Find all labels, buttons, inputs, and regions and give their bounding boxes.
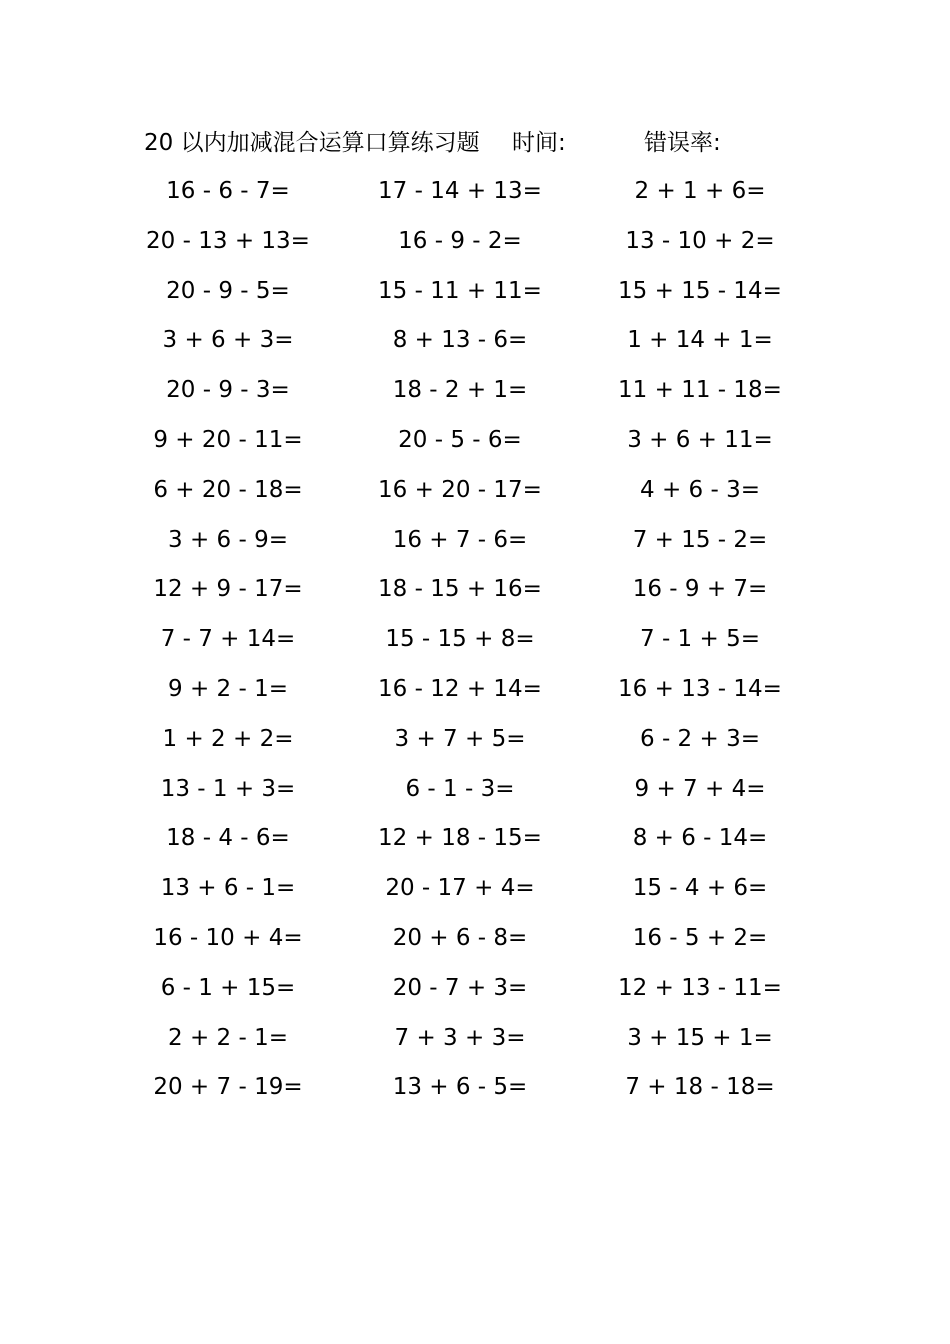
problem-item: 18 - 4 - 6= bbox=[166, 825, 290, 852]
problem-item: 15 - 11 + 11= bbox=[378, 277, 542, 304]
problem-item: 16 + 13 - 14= bbox=[618, 675, 782, 702]
error-rate-label: 错误率: bbox=[644, 130, 721, 156]
problem-item: 7 + 18 - 18= bbox=[625, 1074, 775, 1101]
problem-row bbox=[0, 671, 950, 721]
problem-item: 12 + 18 - 15= bbox=[378, 825, 542, 852]
problem-item: 15 - 15 + 8= bbox=[385, 626, 535, 653]
problem-item: 12 + 13 - 11= bbox=[618, 974, 782, 1001]
problem-row bbox=[0, 870, 950, 920]
problem-item: 9 + 7 + 4= bbox=[634, 775, 766, 802]
problem-item: 7 - 7 + 14= bbox=[160, 626, 296, 653]
problem-row bbox=[0, 522, 950, 572]
problem-item: 13 - 1 + 3= bbox=[160, 775, 296, 802]
problem-item: 13 + 6 - 1= bbox=[160, 875, 296, 902]
problem-item: 7 - 1 + 5= bbox=[640, 626, 760, 653]
problem-row bbox=[0, 571, 950, 621]
problem-row bbox=[0, 422, 950, 472]
problem-item: 20 + 6 - 8= bbox=[392, 924, 528, 951]
problem-row bbox=[0, 920, 950, 970]
problem-grid bbox=[0, 173, 950, 1119]
problem-item: 7 + 3 + 3= bbox=[394, 1024, 526, 1051]
problem-item: 20 - 9 - 5= bbox=[166, 277, 290, 304]
problem-row bbox=[0, 820, 950, 870]
problem-item: 20 - 13 + 13= bbox=[146, 227, 310, 254]
problem-item: 3 + 6 - 9= bbox=[168, 526, 288, 553]
problem-item: 20 - 7 + 3= bbox=[392, 974, 528, 1001]
problem-item: 15 - 4 + 6= bbox=[632, 875, 768, 902]
problem-item: 18 - 15 + 16= bbox=[378, 576, 542, 603]
problem-item: 16 - 5 + 2= bbox=[632, 924, 768, 951]
problem-item: 16 - 10 + 4= bbox=[153, 924, 303, 951]
problem-item: 2 + 1 + 6= bbox=[634, 178, 766, 204]
problem-row bbox=[0, 1069, 950, 1119]
problem-item: 20 - 5 - 6= bbox=[398, 426, 522, 453]
problem-row bbox=[0, 721, 950, 771]
worksheet-header bbox=[144, 126, 784, 160]
problem-item: 11 + 11 - 18= bbox=[618, 377, 782, 404]
problem-row bbox=[0, 273, 950, 323]
problem-item: 1 + 2 + 2= bbox=[162, 725, 294, 752]
problem-item: 16 + 7 - 6= bbox=[392, 526, 528, 553]
problem-item: 6 - 1 - 3= bbox=[405, 775, 515, 802]
problem-row bbox=[0, 771, 950, 821]
problem-item: 16 - 12 + 14= bbox=[378, 675, 542, 702]
problem-row bbox=[0, 372, 950, 422]
problem-row bbox=[0, 621, 950, 671]
problem-item: 8 + 13 - 6= bbox=[392, 327, 528, 354]
problem-item: 20 - 17 + 4= bbox=[385, 875, 535, 902]
problem-item: 20 - 9 - 3= bbox=[166, 377, 290, 404]
problem-item: 6 + 20 - 18= bbox=[153, 476, 303, 503]
problem-item: 9 + 2 - 1= bbox=[168, 675, 288, 702]
problem-item: 2 + 2 - 1= bbox=[168, 1024, 288, 1051]
problem-item: 3 + 7 + 5= bbox=[394, 725, 526, 752]
problem-item: 3 + 15 + 1= bbox=[627, 1024, 773, 1051]
problem-item: 7 + 15 - 2= bbox=[632, 526, 768, 553]
problem-item: 16 - 9 + 7= bbox=[632, 576, 768, 603]
problem-item: 13 + 6 - 5= bbox=[392, 1074, 528, 1101]
problem-row bbox=[0, 1020, 950, 1070]
problem-item: 1 + 14 + 1= bbox=[627, 327, 773, 354]
problem-row bbox=[0, 223, 950, 273]
problem-row bbox=[0, 173, 950, 223]
problem-item: 20 + 7 - 19= bbox=[153, 1074, 303, 1101]
problem-item: 6 - 2 + 3= bbox=[640, 725, 760, 752]
problem-item: 4 + 6 - 3= bbox=[640, 476, 760, 503]
problem-item: 16 - 9 - 2= bbox=[398, 227, 522, 254]
problem-row bbox=[0, 970, 950, 1020]
problem-item: 3 + 6 + 11= bbox=[627, 426, 773, 453]
problem-item: 3 + 6 + 3= bbox=[162, 327, 294, 354]
problem-item: 15 + 15 - 14= bbox=[618, 277, 782, 304]
problem-item: 17 - 14 + 13= bbox=[378, 178, 542, 204]
problem-item: 9 + 20 - 11= bbox=[153, 426, 303, 453]
problem-item: 18 - 2 + 1= bbox=[392, 377, 528, 404]
worksheet-title: 20 以内加减混合运算口算练习题 bbox=[144, 130, 480, 156]
time-label: 时间: bbox=[512, 130, 566, 156]
problem-item: 8 + 6 - 14= bbox=[632, 825, 768, 852]
problem-item: 16 - 6 - 7= bbox=[166, 178, 290, 204]
problem-item: 13 - 10 + 2= bbox=[625, 227, 775, 254]
problem-item: 12 + 9 - 17= bbox=[153, 576, 303, 603]
problem-row bbox=[0, 472, 950, 522]
problem-row bbox=[0, 322, 950, 372]
problem-item: 6 - 1 + 15= bbox=[160, 974, 296, 1001]
problem-item: 16 + 20 - 17= bbox=[378, 476, 542, 503]
